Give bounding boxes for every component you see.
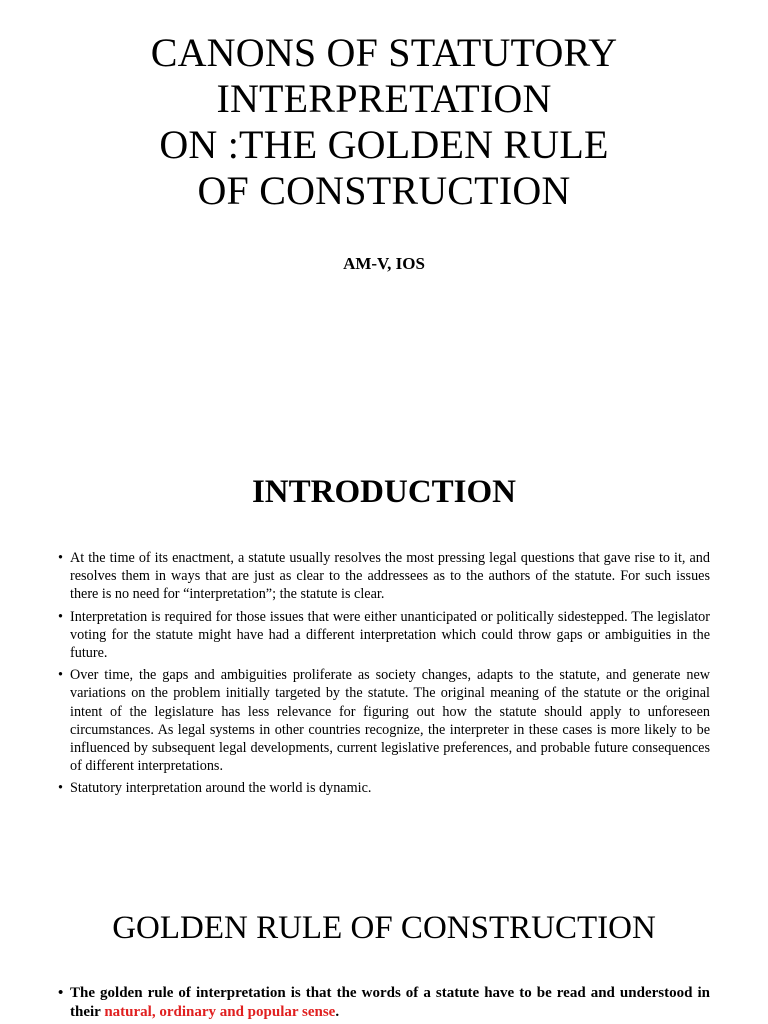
- title-line: CANONS OF STATUTORY: [150, 30, 618, 75]
- title-line: ON :THE GOLDEN RULE: [159, 122, 609, 167]
- introduction-bullet-list: [58, 549, 710, 802]
- list-item: • At the time of its enactment, a statute usually resolves the most pressing legal questions that gave rise to it, and resolves them in ways that are just as clear to the addressees as to the authors of the statute. For such issues there is no need for “interpretation”; the statute is clear.: [58, 549, 710, 604]
- page-title: [0, 30, 768, 214]
- title-line: INTERPRETATION: [216, 76, 552, 121]
- golden-rule-heading: GOLDEN RULE OF CONSTRUCTION: [112, 910, 656, 946]
- list-item: • Over time, the gaps and ambiguities proliferate as society changes, adapts to the statute, and generate new variations on the problem initially targeted by the statute. The original meaning of the statute or the original intent of the legislature has less relevance for figuring out how the statute should apply to unforeseen circumstances. As legal systems in other countries recognize, the interpreter in these cases is more likely to be influenced by subsequent legal developments, current legislative preferences, and probable future consequences of different interpretations.: [58, 666, 710, 775]
- golden-rule-text: The golden rule of interpretation is that the words of a statute have to be read and understood in their: [70, 985, 710, 1020]
- list-item: [58, 984, 710, 1022]
- author-subtitle: AM-V, IOS: [343, 254, 425, 273]
- title-line: OF CONSTRUCTION: [197, 168, 571, 213]
- list-item: • Interpretation is required for those issues that were either unanticipated or politically sidestepped. The legislator voting for the statute might have had a different interpretation which could throw gaps or ambiguities in the future.: [58, 608, 710, 663]
- golden-rule-bullet-list: [58, 984, 710, 1022]
- golden-rule-end: .: [335, 1004, 340, 1020]
- golden-rule-highlight: natural, ordinary and popular sense: [104, 1004, 336, 1020]
- introduction-heading: INTRODUCTION: [251, 474, 517, 510]
- list-item: • Statutory interpretation around the world is dynamic.: [58, 779, 710, 797]
